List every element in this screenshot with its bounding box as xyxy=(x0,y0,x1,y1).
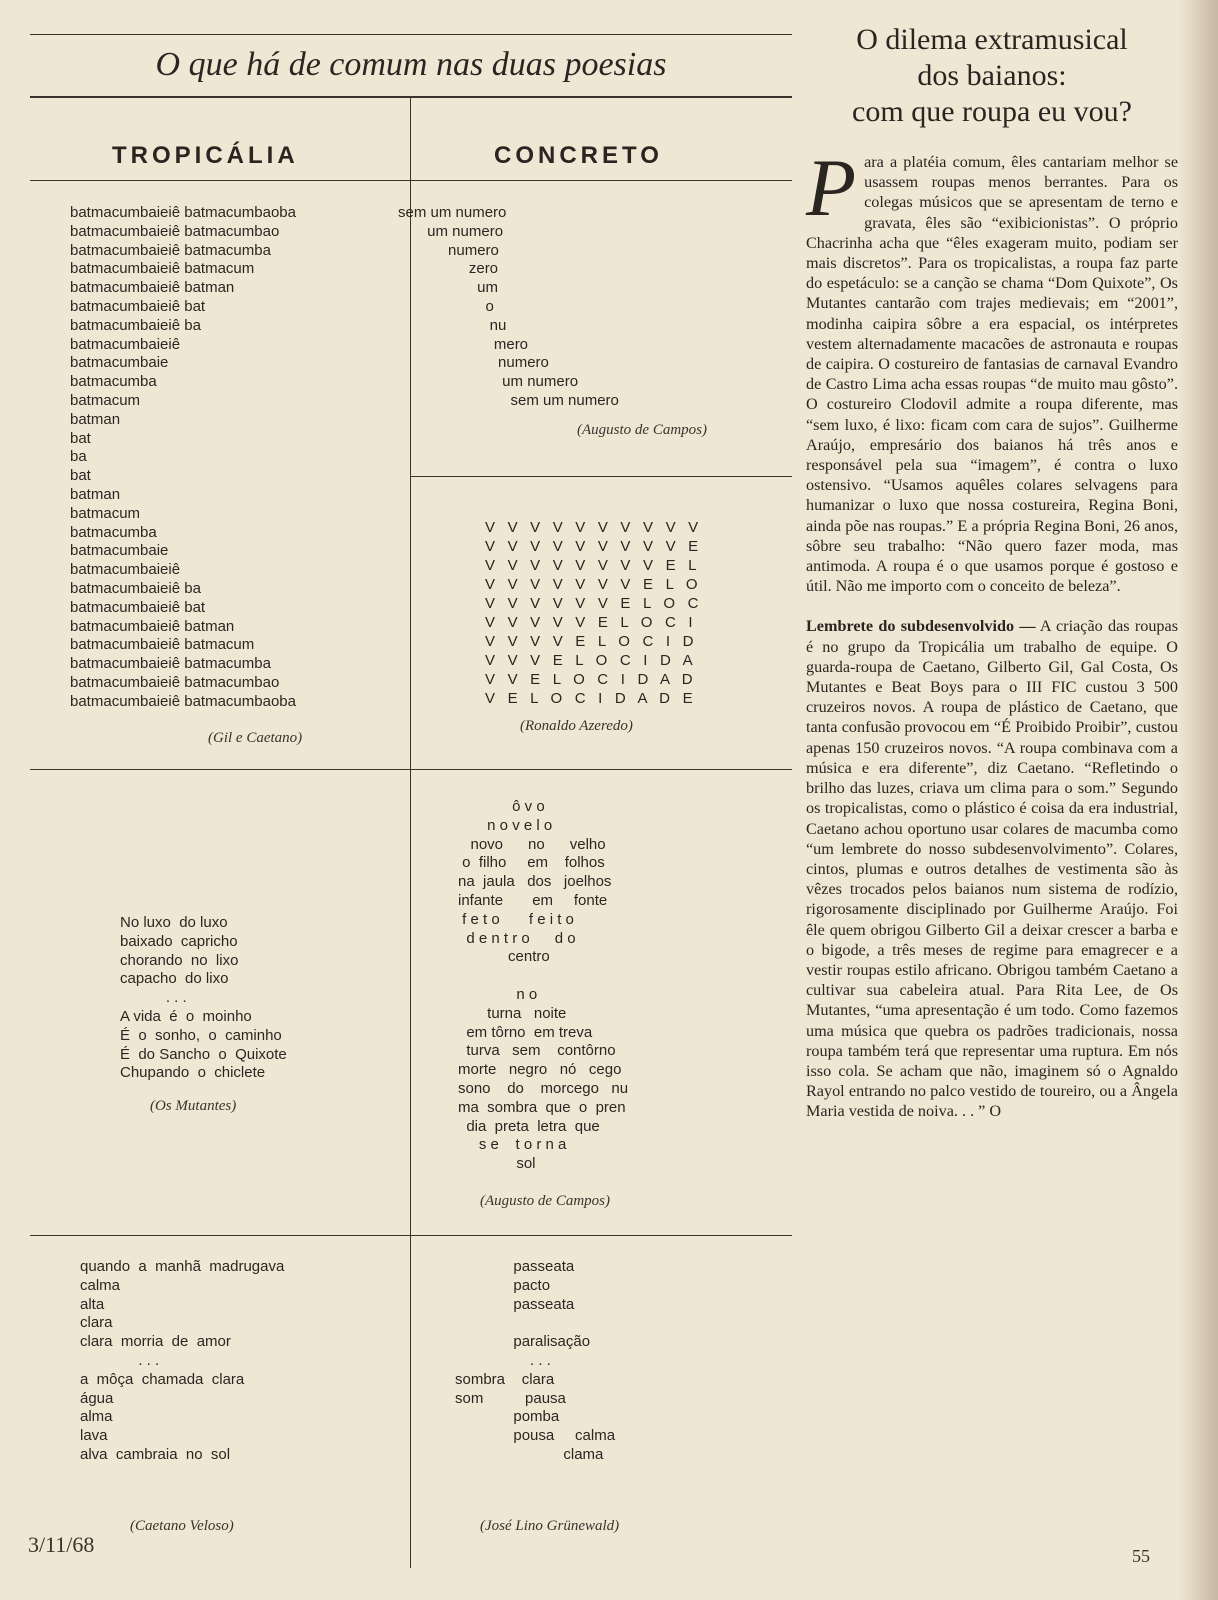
poem-velocidade: V V V V V V V V V V V V V V V V V V V E V V V V V V V V E L V V V V V V V E L O V V V V V V E L O C V V V V V E L O C I V V V V E L O C I D V V V E L O C I D A V V E L O C I D A D V E L O C I D A D E xyxy=(485,519,703,707)
article-paragraph-1-text: ara a platéia comum, êles cantariam melhor se usassem roupas menos berrantes. Para os colegas músicos que se apresentam de terno e gravata, êles são “exibicionistas”. O próprio Chacrinha acha que “êles exageram muito, podiam ser mais discretos”. Para os tropicalistas, a roupa faz parte do espetáculo: se a canção se chama “Dom Quixote”, Os Mutantes cantarão com trajes medievais; em “2001”, modinha caipira sôbre a era espacial, os intérpretes vestem alternadamente macacões de astronauta e roupas de caipira. O costureiro de fantasias de carnaval Evandro de Castro Lima acha essas roupas “de muito mau gôsto”. O costureiro Clodovil admite a roupa diferente, mas “sem luxo, é lixo: ficam com cara de sujos”. Guilherme Araújo, empresário dos baianos há três anos e responsável pela sua “imagem”, é contra o luxo ostensivo. “Usamos aquêles colares selvagens para humanizar o luxo que nossa costureira, Regina Boni, ainda põe nas roupas.” E a própria Regina Boni, 26 anos, sôbre seu trabalho: “Não quero fazer moda, mas antimoda. A roupa é o que usamos porque é gostoso e útil. Não me importo com o conceito de beleza”. xyxy=(806,153,1178,596)
poems-comparison-panel xyxy=(30,20,792,1565)
column-header-concreto: CONCRETO xyxy=(494,142,663,169)
article-paragraph-1 xyxy=(806,142,1178,596)
poem-no-luxo-do-luxo: No luxo do luxo baixado capricho chorando no lixo capacho do lixo . . . A vida é o moinho É o sonho, o caminho É do Sancho o Quixote Chupando o chiclete xyxy=(120,914,287,1082)
article-title-line-1: O dilema extramusical xyxy=(856,23,1128,56)
page-edge-shadow xyxy=(1178,0,1218,1600)
credit-augusto-de-campos-1: (Augusto de Campos) xyxy=(577,422,707,438)
credit-ronaldo-azeredo: (Ronaldo Azeredo) xyxy=(520,718,633,734)
poem-ovo-novelo: ô v o n o v e l o novo no velho o filho em folhos na jaula dos joelhos infante em fonte f e t o f e i t o d e n t r o d o centro n o turna noite em tôrno em treva turva sem contôrno morte negro nó cego sono do morcego nu ma sombra que o pren dia preta letra que s e t o r n a sol xyxy=(458,798,629,1173)
article-column xyxy=(806,22,1178,1122)
credit-jose-lino-grunewald: (José Lino Grünewald) xyxy=(480,1518,620,1534)
panel-title: O que há de comum nas duas poesias xyxy=(155,46,667,83)
poems-table xyxy=(30,96,792,1568)
article-title xyxy=(806,22,1178,130)
row-rule-2 xyxy=(30,1235,792,1236)
row-rule-1 xyxy=(30,769,792,770)
credit-caetano-veloso: (Caetano Veloso) xyxy=(130,1518,234,1534)
poem-batmacumba: batmacumbaieiê batmacumbaoba batmacumbaieiê batmacumbao batmacumbaieiê batmacumba batmacumbaieiê batmacum batmacumbaieiê batman batmacumbaieiê bat batmacumbaieiê ba batmacumbaieiê batmacumbaie batmacumba batmacum batman bat ba bat batman batmacum batmacumba batmacumbaie batmacumbaieiê batmacumbaieiê ba batmacumbaieiê bat batmacumbaieiê batman batmacumbaieiê batmacum batmacumbaieiê batmacumba batmacumbaieiê batmacumbao batmacumbaieiê batmacumbaoba xyxy=(70,204,296,710)
article-paragraph-2-text: A criação das roupas é no grupo da Tropicália um trabalho de equipe. O guarda-roupa de Caetano, Gilberto Gil, Gal Costa, Os Mutantes e Beat Boys para o III FIC custou 3 500 cruzeiros novos. A roupa de plástico de Caetano, que tanta confusão provocou em “É Proibido Proibir”, custou apenas 150 cruzeiros novos. “A roupa combinava com a música e era diferente”, diz Caetano. “Refletindo o brilho das luzes, criava um clima para o som.” Segundo os tropicalistas, como o plástico é coisa da era industrial, Caetano achou oportuno usar colares de macumba como “um lembrete do nosso subdesenvolvimento”. Colares, cintos, plumas e outros detalhes de vestimenta são às vêzes trocados pelos baianos num sistema de rodízio, rigorosamente disciplinado por Guilherme Araújo. Foi êle quem obrigou Gilberto Gil a deixar crescer a barba e o bigode, a três meses de regime para emagrecer e a vestir roupas estilo africano. Obrigou também Caetano a cultivar sua cabeleira atual. Para Rita Lee, de Os Mutantes, “uma apresentação é um todo. Como fazemos uma música que quebra os padrões tradicionais, nossa roupa também terá que representar uma ruptura. Em nós isso cola. Se acham que não, imaginem só o Agnaldo Rayol entrando no palco vestido de toureiro, ou a Ângela Maria vestida de noiva. . . ” O xyxy=(806,617,1178,1121)
article-title-line-3: com que roupa eu vou? xyxy=(852,95,1132,128)
article-paragraph-2 xyxy=(806,616,1178,1121)
poem-passeata: passeata pacto passeata paralisação . . . sombra clara som pausa pomba pousa calma clama xyxy=(455,1258,616,1463)
credit-gil-caetano: (Gil e Caetano) xyxy=(208,730,303,746)
credit-os-mutantes: (Os Mutantes) xyxy=(150,1098,237,1114)
right-subrow-rule xyxy=(410,476,792,477)
poem-sem-um-numero: sem um numero um numero numero zero um o nu mero numero um numero sem um numero xyxy=(398,204,619,409)
drop-cap: P xyxy=(806,142,857,233)
top-rule xyxy=(30,34,792,35)
header-rule xyxy=(30,180,792,181)
poem-quando-a-manha: quando a manhã madrugava calma alta clara clara morria de amor . . . a môça chamada clara água alma lava alva cambraia no sol xyxy=(80,1258,285,1463)
issue-date: 3/11/68 xyxy=(28,1532,95,1557)
section-subhead: Lembrete do subdesenvolvido — xyxy=(806,617,1036,636)
column-header-tropicalia: TROPICÁLIA xyxy=(112,142,299,169)
article-title-line-2: dos baianos: xyxy=(917,59,1067,92)
page-number: 55 xyxy=(1132,1546,1150,1566)
credit-augusto-de-campos-2: (Augusto de Campos) xyxy=(480,1193,610,1209)
